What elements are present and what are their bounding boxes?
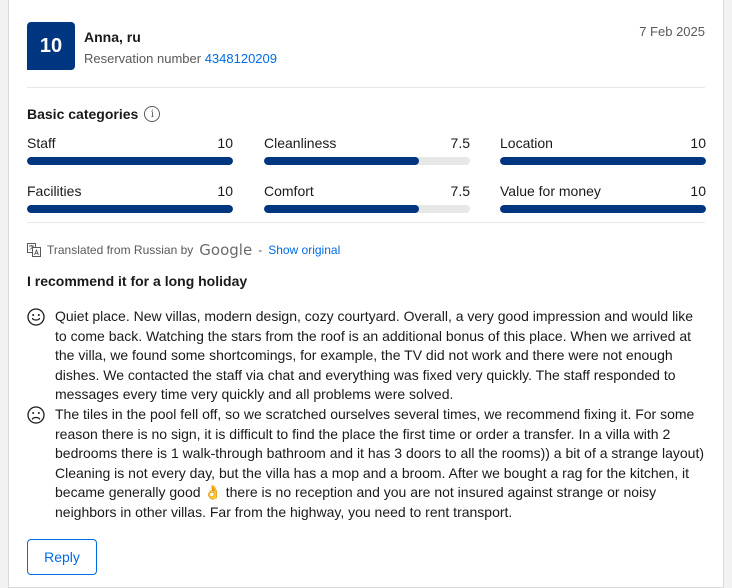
reservation-info xyxy=(84,51,277,66)
category-cleanliness xyxy=(264,135,470,165)
category-score: 10 xyxy=(217,183,233,199)
categories-title: Basic categories xyxy=(27,106,139,122)
category-bar xyxy=(500,157,706,165)
review-title: I recommend it for a long holiday xyxy=(27,273,248,289)
category-label: Staff xyxy=(27,135,56,151)
category-facilities xyxy=(27,183,233,213)
category-score: 10 xyxy=(217,135,233,151)
category-value-for-money xyxy=(500,183,706,213)
category-label: Value for money xyxy=(500,183,601,199)
category-bar-fill xyxy=(500,205,706,213)
category-bar xyxy=(27,157,233,165)
category-bar-fill xyxy=(27,157,233,165)
category-bar-fill xyxy=(264,205,419,213)
review-date: 7 Feb 2025 xyxy=(639,24,705,39)
score-badge: 10 xyxy=(27,22,75,70)
positive-comment xyxy=(27,307,707,405)
category-score: 7.5 xyxy=(450,135,470,151)
category-bar-fill xyxy=(264,157,419,165)
category-label: Facilities xyxy=(27,183,82,199)
positive-text: Quiet place. New villas, modern design, cozy courtyard. Overall, a very good impression and would like to come back. Watching the stars from the roof is an additional bonus of this place. When we arrived at the villa, we found some shortcomings, for example, the TV did not work and there were not enough dishes. We contacted the staff via chat and everything was fixed very quickly. The staff responded to messages every time very quickly and all problems were solved. xyxy=(55,308,694,402)
reviewer-name: Anna, ru xyxy=(84,29,141,45)
info-icon[interactable]: i xyxy=(144,106,160,122)
category-score: 10 xyxy=(690,135,706,151)
smiley-face-icon xyxy=(27,308,45,326)
negative-text: The tiles in the pool fell off, so we scratched ourselves several times, we recommend fixing it. For some reason there is no sign, it is difficult to find the place the first time or order a transfer. In a villa with 2 bedrooms there is 1 walk-through bathroom and it has 3 doors to all the rooms)) a bit of a strange layout) Cleaning is not every day, but the villa has a mop and a broom. After we bought a rag for the kitchen, it became generally good 👌 there is no reception and you are not insured against strange or noisy neighbors in other villas. Far from the highway, you need to rent transport. xyxy=(55,406,705,520)
category-score: 7.5 xyxy=(450,183,470,199)
review-card xyxy=(8,0,724,588)
category-score: 10 xyxy=(690,183,706,199)
google-logo: Google xyxy=(199,241,253,259)
category-bar xyxy=(27,205,233,213)
categories-heading xyxy=(27,106,160,122)
translate-icon xyxy=(27,243,41,257)
divider xyxy=(27,87,705,88)
translation-text: Translated from Russian by xyxy=(47,243,194,257)
category-bar-fill xyxy=(27,205,233,213)
category-label: Location xyxy=(500,135,553,151)
category-bar-fill xyxy=(500,157,706,165)
category-location xyxy=(500,135,706,165)
category-bar xyxy=(264,205,470,213)
reply-button[interactable]: Reply xyxy=(27,539,97,575)
show-original-link[interactable]: Show original xyxy=(268,243,341,257)
reservation-number-link[interactable]: 4348120209 xyxy=(204,51,277,66)
category-bar xyxy=(500,205,706,213)
category-label: Cleanliness xyxy=(264,135,337,151)
category-staff xyxy=(27,135,233,165)
negative-comment xyxy=(27,405,707,522)
reservation-label: Reservation number xyxy=(84,51,202,66)
divider xyxy=(27,222,705,223)
category-bar xyxy=(264,157,470,165)
translation-notice xyxy=(27,241,340,259)
category-comfort xyxy=(264,183,470,213)
category-label: Comfort xyxy=(264,183,314,199)
frowning-face-icon xyxy=(27,406,45,424)
separator: - xyxy=(258,243,263,257)
